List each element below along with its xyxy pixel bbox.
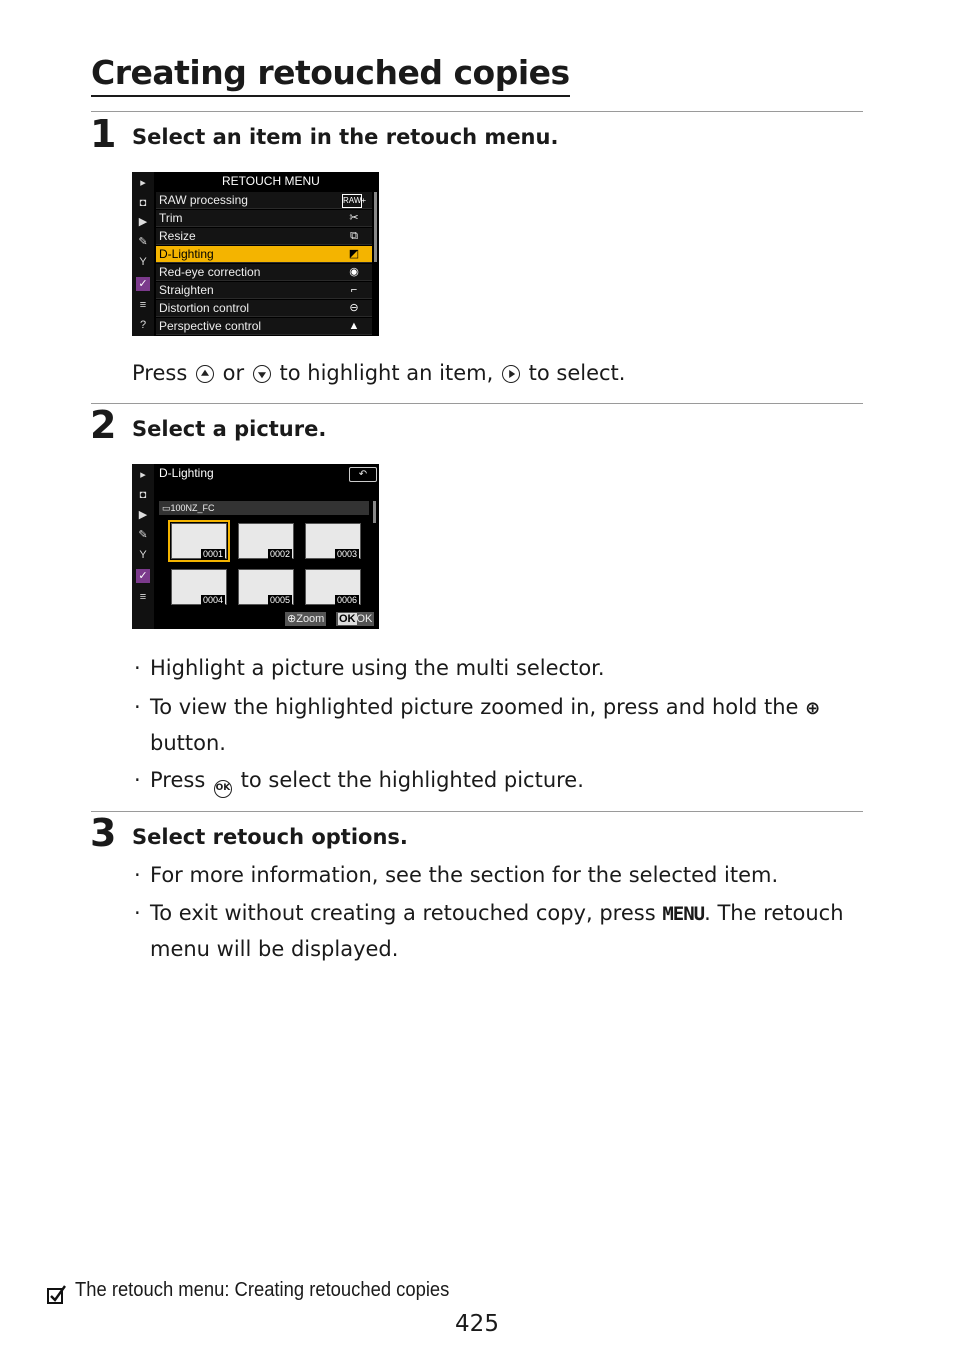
multi-selector-up-icon — [196, 365, 214, 383]
list-item: · To view the highlighted picture zoomed in, press and hold the ⊕ button. — [134, 690, 854, 761]
thumbnail[interactable]: 0002 — [238, 523, 294, 559]
step1-instruction: Press or to highlight an item, to select. — [132, 361, 626, 385]
step-heading: Select retouch options. — [132, 825, 408, 849]
thumbnail[interactable]: 0004 — [171, 569, 227, 605]
help-icon: ? — [139, 319, 147, 331]
picture-select-screen — [132, 464, 379, 629]
pencil-tab-icon: ✎ — [138, 236, 148, 248]
thumbnail[interactable]: 0006 — [305, 569, 361, 605]
menu-item-distortion-control[interactable]: Distortion control ⊖ — [156, 300, 372, 317]
zoom-icon: ⊕ — [287, 613, 297, 625]
menu-item-resize[interactable]: Resize ⧉ — [156, 228, 372, 245]
zoom-hint: ⊕Zoom — [287, 613, 325, 625]
distortion-icon: ⊖ — [349, 302, 359, 314]
menu-title: RETOUCH MENU — [222, 174, 320, 188]
raw-icon: RAW+ — [342, 194, 362, 208]
menu-item-trim[interactable]: Trim ✂ — [156, 210, 372, 227]
list-item: · For more information, see the section for the selected item. — [134, 863, 779, 887]
step-number: 2 — [90, 403, 117, 447]
multi-selector-down-icon — [253, 365, 271, 383]
thumbnail[interactable]: 0001 — [171, 523, 227, 559]
divider — [91, 811, 863, 812]
ok-button-icon: OK — [214, 780, 232, 798]
scrollbar — [374, 192, 377, 262]
folder-name: 100NZ_FC — [170, 503, 215, 513]
page-title: Creating retouched copies — [91, 52, 570, 97]
menu-item-raw-processing[interactable]: RAW processing RAW+ — [156, 192, 372, 209]
multi-selector-right-icon — [502, 365, 520, 383]
menu-item-straighten[interactable]: Straighten ⌐ — [156, 282, 372, 299]
screen-title: D-Lighting — [159, 466, 214, 480]
playback-tab-icon: ▸ — [140, 177, 146, 189]
list-item: · Highlight a picture using the multi selector. — [134, 656, 605, 680]
straighten-icon: ⌐ — [350, 284, 358, 296]
camera-tab-icon: ◘ — [139, 489, 147, 501]
list-item: · Press OK to select the highlighted picture. — [134, 763, 854, 798]
zoom-in-icon: ⊕ — [805, 698, 821, 719]
mymenu-tab-icon: ≡ — [139, 299, 147, 311]
footer-breadcrumb[interactable]: The retouch menu: Creating retouched copies — [75, 1279, 450, 1301]
wrench-tab-icon: Y — [139, 549, 147, 561]
ok-hint: OKOK — [336, 612, 374, 626]
camera-tab-icon: ◘ — [139, 197, 147, 209]
movie-tab-icon: ▶ — [138, 216, 148, 228]
folder-bar: ▭100NZ_FC — [159, 501, 369, 515]
menu-item-red-eye-correction[interactable]: Red-eye correction ◉ — [156, 264, 372, 281]
list-item: · To exit without creating a retouched copy, press MENU. The retouch menu will be displayed. — [134, 901, 844, 961]
thumbnail[interactable]: 0003 — [305, 523, 361, 559]
d-lighting-icon: ◩ — [348, 248, 360, 260]
thumbnail[interactable]: 0005 — [238, 569, 294, 605]
mymenu-tab-icon: ≡ — [139, 591, 147, 603]
retouch-menu-icon — [46, 1283, 68, 1305]
menu-tabs — [132, 464, 154, 629]
retouch-tab-icon: ✓ — [136, 277, 150, 291]
page-number: 425 — [455, 1311, 499, 1337]
divider — [91, 403, 863, 404]
playback-tab-icon: ▸ — [140, 469, 146, 481]
eye-icon: ◉ — [349, 266, 359, 278]
retouch-menu-screen — [132, 172, 379, 336]
back-icon[interactable]: ↶ — [349, 467, 377, 482]
step-heading: Select a picture. — [132, 417, 327, 441]
scissors-icon: ✂ — [349, 212, 359, 224]
pencil-tab-icon: ✎ — [138, 529, 148, 541]
menu-item-perspective-control[interactable]: Perspective control ▲ — [156, 318, 372, 335]
resize-icon: ⧉ — [350, 230, 358, 242]
step-heading: Select an item in the retouch menu. — [132, 125, 559, 149]
wrench-tab-icon: Y — [139, 256, 147, 268]
retouch-tab-icon: ✓ — [136, 569, 150, 583]
scrollbar — [373, 501, 376, 523]
perspective-icon: ▲ — [348, 320, 360, 332]
step-number: 3 — [90, 811, 117, 855]
step-number: 1 — [90, 112, 117, 156]
movie-tab-icon: ▶ — [138, 509, 148, 521]
menu-item-d-lighting[interactable]: D-Lighting ◩ — [156, 246, 372, 263]
menu-tabs — [132, 172, 154, 336]
menu-button-label: MENU — [662, 903, 705, 925]
divider — [91, 111, 863, 112]
